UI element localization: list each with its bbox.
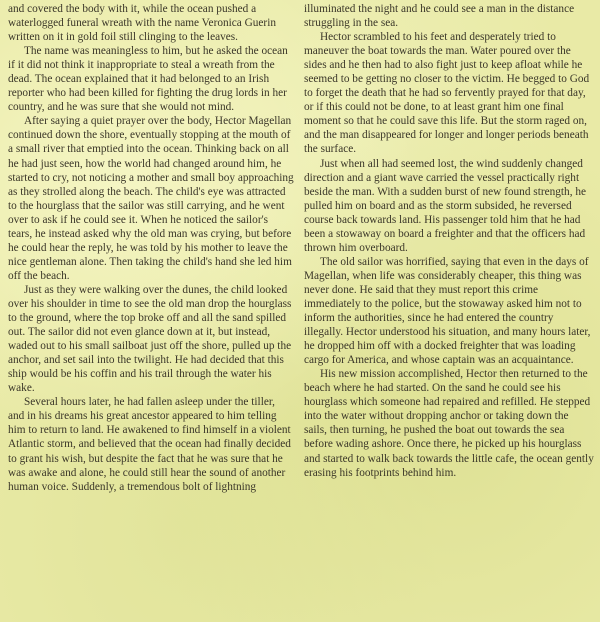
paragraph: Just as they were walking over the dunes, the child looked over his shoulder in time to see the old man drop the hourglass to the ground, where the top broke off and all the sand spilled out. The sailor did not even glance down at it, but instead, waded out to his small sailboat just off the shore, pulled up the anchor, and set sail into the twilight. He had decided that this ship would be his coffin and his trail through the water his wake. — [8, 283, 292, 395]
paragraph: His new mission accomplished, Hector then returned to the beach where he had started. On the sand he could see his hourglass which someone had repaired and refilled. He stepped into the water without dropping anchor or taking down the sails, then turning, he pushed the boat out towards the sea before wading ashore. Once there, he picked up his hourglass and started to walk back towards the little cafe, the ocean gently erasing his footprints behind him. — [304, 368, 594, 479]
paragraph: Just when all had seemed lost, the wind suddenly changed direction and a giant wave carried the vessel practically right beside the man. With a sudden burst of new found strength, he pulled him on board and as the storm subsided, he reversed course back towards land. His passenger told him that he had been a stowaway on board a freighter and that the officers had thrown him overboard. — [304, 157, 587, 254]
paragraph: The old sailor was horrified, saying that even in the days of Magellan, when life was considerably cheaper, this thing was never done. He said that they must report this crime immediately to the police, but the stowaway asked him not to inform the authorities, since he had entered the country illegally. Hector understood his situation, and many hours later, he dropped him off with a docked freighter that was loading cargo for America, and whose captain was an acquaintance. — [304, 255, 591, 367]
left-column — [8, 2, 294, 494]
right-column — [304, 2, 594, 480]
paragraph: After saying a quiet prayer over the body, Hector Magellan continued down the shore, eventually stopping at the mouth of a small river that emptied into the ocean. Thinking back on all he had just seen, how the world had changed around him, he started to cry, not noticing a mother and small boy approaching as they strolled along the beach. The child's eye was attracted to the hourglass that the sailor was still carrying, and he went over to ask if he could see it. When he noticed the sailor's tears, he instead asked why the old man was crying, but before he could hear the reply, he was told by his mother to leave the nice gentleman alone. Then taking the child's hand she led him off the beach. — [8, 115, 294, 282]
paragraph: and covered the body with it, while the ocean pushed a waterlogged funeral wreath with the name Veronica Guerin written on it in gold foil still clinging to the leaves. — [8, 3, 276, 44]
paragraph: illuminated the night and he could see a man in the distance struggling in the sea. — [304, 3, 575, 30]
paragraph: The name was meaningless to him, but he asked the ocean if it did not think it inappropriate to steal a wreath from the dead. The ocean explained that it had belonged to an Irish reporter who had been killed for fighting the drug lords in her country, and he was sure that she would not mind. — [8, 45, 288, 114]
paragraph: Hector scrambled to his feet and desperately tried to maneuver the boat towards the man. Water poured over the sides and he then had to also fight just to keep afloat while he seemed to be getting no closer to the victim. He begged to God to forget the death that he had so fervently prayed for that day, or if this could not be done, to at least grant him one final moment so that he could save this life. But the storm raged on, and the man disappeared for longer and longer periods beneath the surface. — [304, 31, 590, 156]
paragraph: Several hours later, he had fallen asleep under the tiller, and in his dreams his great ancestor appeared to him telling him to return to land. He awakened to find himself in a violent Atlantic storm, and believed that the ocean had finally decided to grant his wish, but despite the fact that he was sure that he was awake and alone, he could still hear the sound of another human voice. Suddenly, a tremendous bolt of lightning — [8, 396, 291, 493]
